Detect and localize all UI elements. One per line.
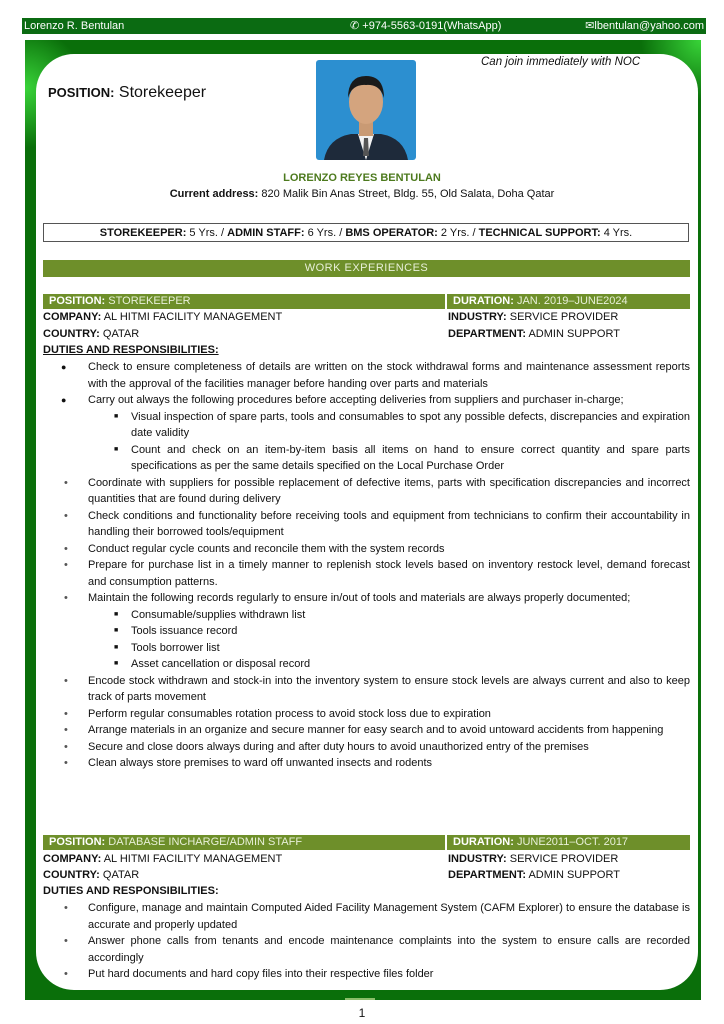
industry — [448, 309, 618, 326]
duty-item: • Check conditions and functionality before receiving tools and equipment from technicians to confirm their accountability in handling their borrowed tools/equipment — [43, 508, 690, 541]
summary-label: BMS OPERATOR: — [345, 227, 438, 239]
job-meta-row — [43, 309, 690, 326]
label: COMPANY: — [43, 853, 102, 865]
email-text[interactable]: lbentulan@yahoo.com — [594, 20, 704, 32]
value: DATABASE INCHARGE/ADMIN STAFF — [108, 836, 303, 848]
label: DEPARTMENT: — [448, 869, 527, 881]
value: ADMIN SUPPORT — [528, 328, 620, 340]
summary-value: 2 Yrs. / — [440, 227, 476, 239]
duty-item: • Secure and close doors always during and after duty hours to avoid unauthorized entry of the premises — [43, 739, 690, 756]
label: COUNTRY: — [43, 869, 100, 881]
department — [448, 867, 620, 884]
label: INDUSTRY: — [448, 853, 507, 865]
duties-list — [43, 359, 690, 772]
job-header — [43, 294, 690, 309]
value: STOREKEEPER — [108, 295, 191, 307]
page-number: 1 — [358, 1006, 366, 1020]
experience-summary — [43, 223, 689, 242]
sub-duty-item: ■ Tools borrower list — [43, 640, 690, 657]
label: DURATION: — [453, 295, 514, 307]
duty-item: • Conduct regular cycle counts and reconcile them with the system records — [43, 541, 690, 558]
job-duration — [445, 835, 628, 850]
phone-text: +974-5563-0191(WhatsApp) — [362, 20, 502, 32]
summary-value: 6 Yrs. / — [307, 227, 343, 239]
header-name: Lorenzo R. Bentulan — [24, 20, 125, 32]
availability-note: Can join immediately with NOC — [481, 56, 641, 68]
job-duration — [445, 294, 628, 309]
duty-item: • Prepare for purchase list in a timely manner to replenish stock levels based on inventory restock level, demand forecast and consumption patterns. — [43, 557, 690, 590]
sub-duty-item: ■ Asset cancellation or disposal record — [43, 656, 690, 673]
sub-duty-item: ■ Consumable/supplies withdrawn list — [43, 607, 690, 624]
duty-item: • Perform regular consumables rotation process to avoid stock loss due to expiration — [43, 706, 690, 723]
position-label: POSITION: — [48, 85, 115, 100]
phone-icon: ✆ — [350, 20, 363, 32]
label: DEPARTMENT: — [448, 328, 527, 340]
job-meta-row — [43, 326, 690, 343]
value: AL HITMI FACILITY MANAGEMENT — [103, 853, 283, 865]
duty-item: • Clean always store premises to ward off unwanted insects and rodents — [43, 755, 690, 772]
summary-label: TECHNICAL SUPPORT: — [478, 227, 601, 239]
sub-duty-item: ■ Visual inspection of spare parts, tools and consumables to spot any possible defects, discrepancies and expiration date validity — [43, 409, 690, 442]
duty-item: ● Carry out always the following procedures before accepting deliveries from suppliers and purchaser in-charge; — [43, 392, 690, 409]
address-label: Current address: — [169, 188, 259, 200]
label: COUNTRY: — [43, 328, 100, 340]
label: POSITION: — [49, 295, 106, 307]
label: DURATION: — [453, 836, 514, 848]
sub-duty-item: ■ Count and check on an item-by-item basis all items on hand to ensure correct quantity and spare parts specifications as per the same details specified on the Local Purchase Order — [43, 442, 690, 475]
section-title-work-experiences: WORK EXPERIENCES — [43, 260, 690, 277]
duty-item: • Answer phone calls from tenants and encode maintenance complaints into the system to ensure calls are recorded accordingly — [43, 933, 690, 966]
duty-item: • Arrange materials in an organize and secure manner for easy search and to avoid untoward accidents from happening — [43, 722, 690, 739]
full-name: LORENZO REYES BENTULAN — [283, 172, 441, 184]
value: JAN. 2019–JUNE2024 — [516, 295, 628, 307]
value: AL HITMI FACILITY MANAGEMENT — [103, 311, 283, 323]
summary-label: ADMIN STAFF: — [227, 227, 305, 239]
duties-heading: DUTIES AND RESPONSIBILITIES: — [43, 344, 219, 356]
position-value: Storekeeper — [118, 84, 207, 101]
job-meta-row — [43, 867, 690, 884]
country — [43, 328, 139, 340]
value: ADMIN SUPPORT — [528, 869, 620, 881]
job-meta-row — [43, 851, 690, 868]
duties-heading: DUTIES AND RESPONSIBILITIES: — [43, 885, 219, 897]
value: QATAR — [102, 328, 140, 340]
summary-value: 5 Yrs. / — [189, 227, 225, 239]
duty-item: ● Check to ensure completeness of details are written on the stock withdrawal forms and maintenance assessment reports with the approval of the facilities manager before handing over parts and materials — [43, 359, 690, 392]
company — [43, 853, 282, 865]
duties-list — [43, 900, 690, 983]
value: QATAR — [102, 869, 140, 881]
value: JUNE2011–OCT. 2017 — [516, 836, 629, 848]
position-heading — [48, 84, 206, 102]
value: SERVICE PROVIDER — [509, 311, 619, 323]
mail-icon: ✉ — [585, 20, 595, 32]
label: POSITION: — [49, 836, 106, 848]
label: INDUSTRY: — [448, 311, 507, 323]
country — [43, 869, 139, 881]
profile-photo — [316, 60, 416, 160]
address-value: 820 Malik Bin Anas Street, Bldg. 55, Old Salata, Doha Qatar — [261, 188, 555, 200]
label: COMPANY: — [43, 311, 102, 323]
summary-value: 4 Yrs. — [603, 227, 633, 239]
page-divider — [345, 998, 375, 1000]
duty-item: • Configure, manage and maintain Computed Aided Facility Management System (CAFM Explorer) to ensure the database is accurate and properly updated — [43, 900, 690, 933]
job-position — [49, 294, 191, 309]
duty-item: • Put hard documents and hard copy files into their respective files folder — [43, 966, 690, 983]
duty-item: • Maintain the following records regularly to ensure in/out of tools and materials are always properly documented; — [43, 590, 690, 607]
address — [0, 188, 724, 200]
duty-item: • Encode stock withdrawn and stock-in into the inventory system to ensure stock levels are always current and also to keep track of parts movement — [43, 673, 690, 706]
value: SERVICE PROVIDER — [509, 853, 619, 865]
job-position — [49, 835, 302, 850]
department — [448, 326, 620, 343]
summary-label: STOREKEEPER: — [99, 227, 187, 239]
sub-duty-item: ■ Tools issuance record — [43, 623, 690, 640]
company — [43, 311, 282, 323]
industry — [448, 851, 618, 868]
job-header — [43, 835, 690, 850]
duty-item: • Coordinate with suppliers for possible replacement of defective items, parts with specification discrepancies and incorrect quantities that are found during delivery — [43, 475, 690, 508]
